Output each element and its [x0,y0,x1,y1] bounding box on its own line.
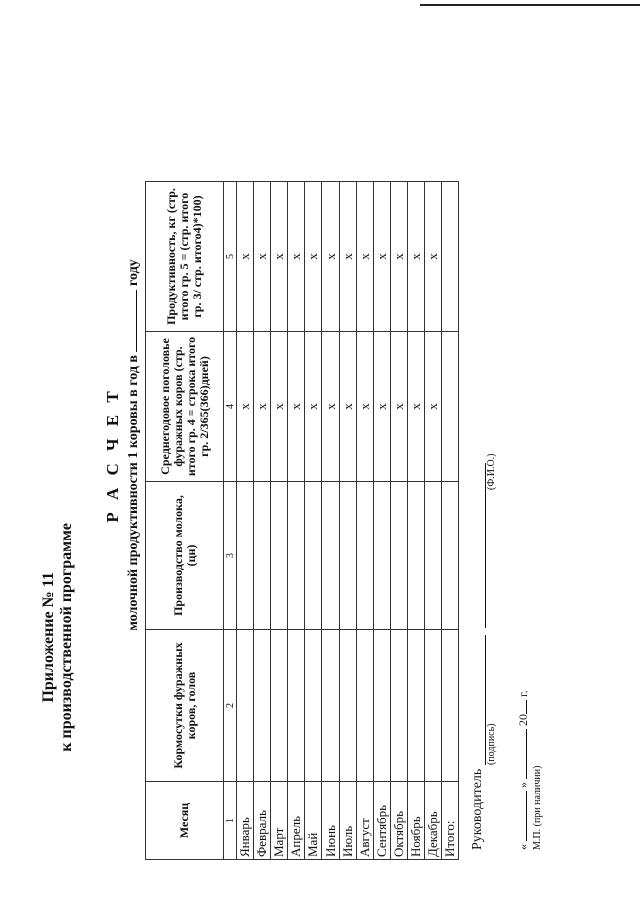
cell-feed-days [356,630,373,782]
productivity-table [145,181,459,860]
signature-blank [471,635,486,765]
col-header-productivity: Продуктивность, кг (стр. итого гр. 5 = (стр. итого гр. 3/ стр. итого4)*100) [146,182,224,332]
cell-month: Декабрь [425,782,442,860]
cell-productivity: x [305,182,322,332]
col-number: 5 [224,182,237,332]
cell-productivity: x [237,182,254,332]
date-open-quote: « [516,844,530,850]
cell-milk-production [339,482,356,630]
table-row [254,182,271,860]
table-row [390,182,407,860]
cell-milk-production [442,482,459,630]
cell-productivity: x [425,182,442,332]
cell-feed-days [254,630,271,782]
cell-productivity: x [339,182,356,332]
cell-avg-herd: x [322,332,339,482]
stamp-caption: М.П. (при наличии) [532,765,543,850]
date-line [515,690,531,850]
cell-feed-days [288,630,305,782]
date-year-suffix: г. [516,690,530,697]
year-blank [124,290,137,352]
cell-productivity: x [254,182,271,332]
table-row [237,182,254,860]
cell-productivity [442,182,459,332]
cell-month: Март [271,782,288,860]
table-header-row [146,182,224,860]
signature-caption: (подпись) [486,723,497,765]
cell-milk-production [322,482,339,630]
table-row [373,182,390,860]
year-blank-short [515,700,527,714]
cell-feed-days [442,630,459,782]
manager-label: Руководитель [470,768,485,850]
day-blank [515,791,527,841]
cell-avg-herd: x [254,332,271,482]
table-row [305,182,322,860]
document-title: Р А С Ч Е Т [103,387,122,523]
cell-productivity: x [373,182,390,332]
cell-avg-herd: x [425,332,442,482]
cell-avg-herd: x [373,332,390,482]
appendix-number: Приложение № 11 [40,572,57,703]
col-header-feed-days: Кормосутки фуражных коров, голов [146,630,224,782]
cell-productivity: x [390,182,407,332]
col-number: 2 [224,630,237,782]
name-caption: (Ф.И.О.) [486,453,497,490]
cell-productivity: x [407,182,424,332]
cell-month: Апрель [288,782,305,860]
col-number: 4 [224,332,237,482]
manager-signature-line [470,463,486,850]
cell-productivity: x [271,182,288,332]
table-row [425,182,442,860]
cell-month: Ноябрь [407,782,424,860]
col-header-milk-production: Производство молока, (цн) [146,482,224,630]
cell-feed-days [305,630,322,782]
date-close-quote: » [516,782,530,788]
document-subtitle [124,135,142,755]
date-year-prefix: 20 [516,714,530,726]
table-row [322,182,339,860]
cell-feed-days [373,630,390,782]
cell-month: Январь [237,782,254,860]
col-number: 3 [224,482,237,630]
cell-avg-herd: x [407,332,424,482]
subtitle-text: молочной продуктивности 1 коровы в год в [126,355,141,631]
cell-avg-herd: x [339,332,356,482]
cell-avg-herd: x [356,332,373,482]
cell-milk-production [356,482,373,630]
cell-feed-days [271,630,288,782]
cell-milk-production [407,482,424,630]
cell-avg-herd [442,332,459,482]
name-blank [471,463,486,628]
month-blank [515,729,527,779]
cell-feed-days [237,630,254,782]
cell-milk-production [254,482,271,630]
cell-feed-days [390,630,407,782]
table-row [339,182,356,860]
appendix-block [40,523,76,752]
cell-milk-production [288,482,305,630]
cell-feed-days [425,630,442,782]
cell-month: Август [356,782,373,860]
table-row [442,182,459,860]
cell-avg-herd: x [271,332,288,482]
cell-month: Итого: [442,782,459,860]
table-row [271,182,288,860]
cell-month: Июнь [322,782,339,860]
cell-avg-herd: x [288,332,305,482]
cell-milk-production [237,482,254,630]
cell-feed-days [339,630,356,782]
cell-month: Июль [339,782,356,860]
col-number: 1 [224,782,237,860]
cell-feed-days [322,630,339,782]
cell-avg-herd: x [305,332,322,482]
cell-productivity: x [356,182,373,332]
cell-avg-herd: x [237,332,254,482]
col-header-avg-herd: Среднегодовое поголовье фуражных коров (стр. итого гр. 4 = строка итого гр. 2/365(366)дней) [146,332,224,482]
table-row [356,182,373,860]
cell-milk-production [425,482,442,630]
appendix-subtitle: к производственной программе [58,523,75,752]
cell-milk-production [271,482,288,630]
table-row [407,182,424,860]
cell-month: Февраль [254,782,271,860]
cell-milk-production [373,482,390,630]
cell-milk-production [305,482,322,630]
cell-milk-production [390,482,407,630]
cell-avg-herd: x [390,332,407,482]
cell-productivity: x [322,182,339,332]
col-header-month: Месяц [146,782,224,860]
table-row [288,182,305,860]
cell-feed-days [407,630,424,782]
cell-productivity: x [288,182,305,332]
subtitle-year-word: году [126,259,141,287]
column-number-row [224,182,237,860]
cell-month: Сентябрь [373,782,390,860]
cell-month: Май [305,782,322,860]
cell-month: Октябрь [390,782,407,860]
